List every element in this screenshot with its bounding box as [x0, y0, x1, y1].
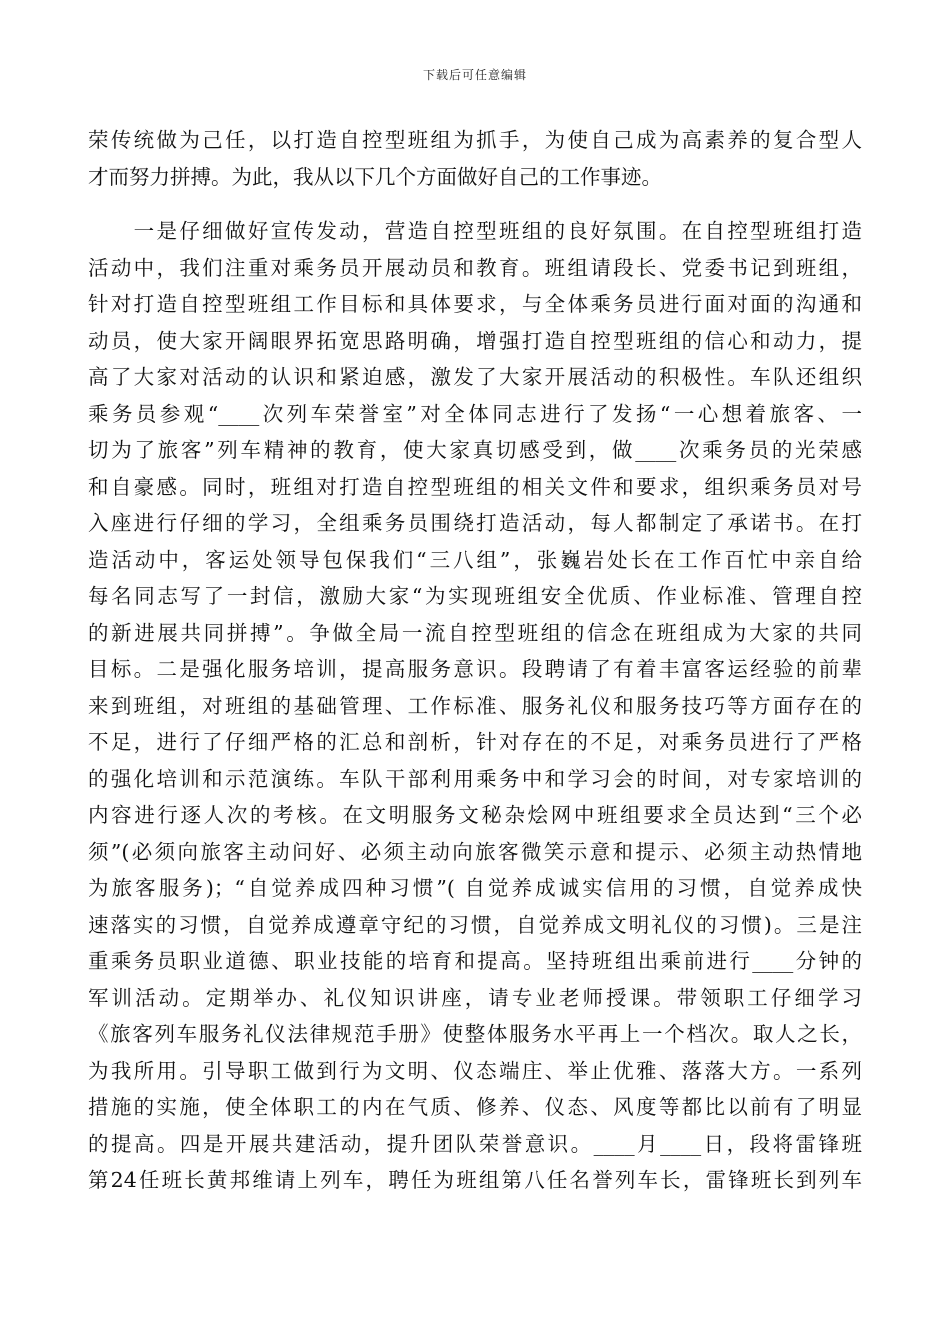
text-line: 须”(必须向旅客主动问好、必须主动向旅客微笑示意和提示、必须主动热情地 [88, 839, 862, 864]
text-line: 才而努力拼搏。为此，我从以下几个方面做好自己的工作事迹。 [88, 164, 662, 189]
text-line: 乘务员参观“____次列车荣誉室”对全体同志进行了发扬“一心想着旅客、一 [88, 401, 862, 426]
text-line: 内容进行逐人次的考核。在文明服务文秘杂烩网中班组要求全员达到“三个必 [88, 803, 862, 827]
text-line: 动员，使大家开阔眼界拓宽思路明确，增强打造自控型班组的信心和动力，提 [88, 328, 862, 353]
text-line: 每名同志写了一封信，激励大家“为实现班组安全优质、作业标准、管理自控 [88, 584, 862, 608]
text-line: 一是仔细做好宣传发动，营造自控型班组的良好氛围。在自控型班组打造 [88, 219, 862, 243]
paragraph-2 [88, 213, 862, 1199]
text-line: 的新进展共同拼搏”。争做全局一流自控型班组的信念在班组成为大家的共同 [88, 620, 862, 645]
text-line: 造活动中，客运处领导包保我们“三八组”，张巍岩处长在工作百忙中亲自给 [88, 547, 862, 572]
text-line: 和自豪感。同时，班组对打造自控型班组的相关文件和要求，组织乘务员对号 [88, 474, 862, 499]
text-line: 高了大家对活动的认识和紧迫感，激发了大家开展活动的积极性。车队还组织 [88, 365, 862, 389]
text-line: 军训活动。定期举办、礼仪知识讲座，请专业老师授课。带领职工仔细学习 [88, 985, 862, 1010]
text-line: 入座进行仔细的学习，全组乘务员围绕打造活动，每人都制定了承诺书。在打 [88, 511, 862, 535]
text-line: 措施的实施，使全体职工的内在气质、修养、仪态、风度等都比以前有了明显 [88, 1095, 862, 1119]
paragraph-1 [88, 122, 862, 195]
text-line: 《旅客列车服务礼仪法律规范手册》使整体服务水平再上一个档次。取人之长， [88, 1022, 862, 1046]
text-line: 为旅客服务)；“自觉养成四种习惯”( 自觉养成诚实信用的习惯，自觉养成快 [88, 876, 862, 900]
text-line: 的提高。四是开展共建活动，提升团队荣誉意识。____月____日，段将雷锋班 [88, 1131, 862, 1156]
text-line: 速落实的习惯，自觉养成遵章守纪的习惯，自觉养成文明礼仪的习惯)。三是注 [88, 912, 862, 937]
text-line: 重乘务员职业道德、职业技能的培育和提高。坚持班组出乘前进行____分钟的 [88, 949, 862, 973]
document-body [88, 122, 862, 1199]
paragraph-gap [88, 195, 862, 213]
text-line: 第24任班长黄邦维请上列车，聘任为班组第八任名誉列车长，雷锋班长到列车 [88, 1168, 862, 1192]
text-line: 活动中，我们注重对乘务员开展动员和教育。班组请段长、党委书记到班组， [88, 255, 862, 280]
text-line: 不足，进行了仔细严格的汇总和剖析，针对存在的不足，对乘务员进行了严格 [88, 730, 862, 754]
text-line: 来到班组，对班组的基础管理、工作标准、服务礼仪和服务技巧等方面存在的 [88, 693, 862, 718]
text-line: 目标。二是强化服务培训，提高服务意识。段聘请了有着丰富客运经验的前辈 [88, 657, 862, 681]
text-line: 为我所用。引导职工做到行为文明、仪态端庄、举止优雅、落落大方。一系列 [88, 1058, 862, 1083]
text-line: 的强化培训和示范演练。车队干部利用乘务中和学习会的时间，对专家培训的 [88, 766, 862, 791]
page-header: 下载后可任意编辑 [422, 68, 527, 82]
text-line: 针对打造自控型班组工作目标和具体要求，与全体乘务员进行面对面的沟通和 [88, 292, 862, 316]
text-line: 荣传统做为己任，以打造自控型班组为抓手，为使自己成为高素养的复合型人 [88, 128, 862, 152]
text-line: 切为了旅客”列车精神的教育，使大家真切感受到，做____次乘务员的光荣感 [88, 438, 862, 462]
